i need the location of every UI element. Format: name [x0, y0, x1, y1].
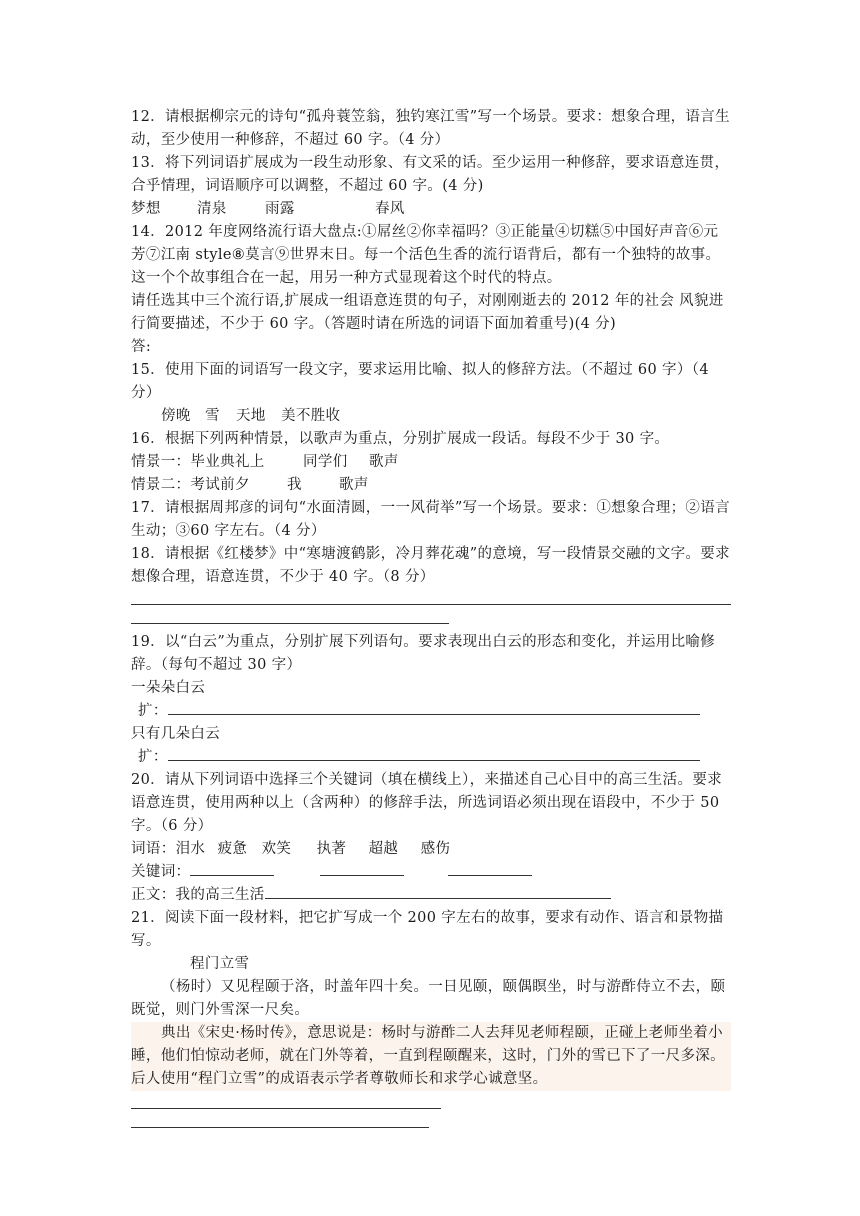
question-20: 20．请从下列词语中选择三个关键词（填在横线上），来描述自己心目中的高三生活。要求语意连贯，使用两种以上（含两种）的修辞手法，所选词语必须出现在语段中，不少于 50字。（6 分） — [131, 772, 723, 834]
question-19: 19．以“白云”为重点，分别扩展下列语句。要求表现出白云的形态和变化，并运用比喻修辞。（每句不超过 30 字） — [131, 634, 716, 673]
word: 雪 — [205, 408, 220, 424]
word: 疲惫 — [217, 841, 248, 857]
question-13-words — [131, 198, 731, 221]
keyword-blank[interactable] — [320, 861, 404, 876]
answer-blank[interactable] — [168, 746, 700, 761]
scene-text: 歌声 — [369, 454, 399, 470]
question-18: 18．请根据《红楼梦》中“寒塘渡鹤影，冷月葬花魂”的意境，写一段情景交融的文字。要求想像合理，语意连贯，不少于 40 字。（8 分） — [131, 546, 730, 585]
question-16-scene-1 — [131, 451, 731, 474]
word: 欢笑 — [261, 841, 292, 857]
scene-text: 我 — [287, 477, 302, 493]
question-21-title: 程门立雪 — [190, 956, 250, 972]
expand-label: 扩： — [138, 703, 168, 719]
word: 超越 — [368, 841, 399, 857]
word: 梦想 — [131, 201, 161, 217]
answer-blank[interactable] — [265, 884, 611, 899]
scene-text: 歌声 — [339, 477, 369, 493]
keyword-blank[interactable] — [190, 861, 274, 876]
keyword-blank[interactable] — [448, 861, 532, 876]
word: 感伤 — [420, 841, 451, 857]
question-14-answer-label: 答: — [131, 339, 152, 355]
answer-line[interactable] — [131, 1127, 429, 1128]
question-12: 12．请根据柳宗元的诗句“孤舟蓑笠翁，独钓寒江雪”写一个场景。要求：想象合理，语言生动，至少使用一种修辞，不超过 60 字。（4 分） — [131, 109, 730, 148]
question-15: 15．使用下面的词语写一段文字，要求运用比喻、拟人的修辞方法。（不超过 60 字）（4分） — [131, 362, 709, 401]
scene-text: 情景二：考试前夕 — [131, 477, 250, 493]
question-13: 13．将下列词语扩展成为一段生动形象、有文采的话。至少运用一种修辞，要求语意连贯，合乎情理，词语顺序可以调整，不超过 60 字。(4 分) — [131, 155, 730, 194]
keywords-label: 关键词： — [131, 864, 191, 880]
question-20-words — [131, 838, 731, 861]
scene-text: 同学们 — [303, 454, 348, 470]
answer-blank[interactable] — [168, 700, 700, 715]
question-21: 21．阅读下面一段材料，把它扩写成一个 200 字左右的故事，要求有动作、语言和景物描写。 — [131, 910, 724, 949]
question-16: 16．根据下列两种情景，以歌声为重点，分别扩展成一段话。每段不少于 30 字。 — [131, 431, 670, 447]
expand-label: 扩： — [138, 749, 168, 765]
question-16-scene-2 — [131, 474, 731, 497]
question-19-expand-a — [131, 700, 731, 723]
question-20-body — [131, 884, 731, 907]
question-20-keywords — [131, 861, 731, 884]
document-page — [131, 106, 731, 1128]
question-19-sentence-b: 只有几朵白云 — [131, 726, 221, 742]
scene-text: 情景一：毕业典礼上 — [131, 454, 265, 470]
words-label: 词语： — [131, 841, 176, 857]
word: 春风 — [375, 201, 405, 217]
word: 美不胜收 — [281, 408, 341, 424]
question-19-sentence-a: 一朵朵白云 — [131, 680, 206, 696]
word: 泪水 — [175, 841, 206, 857]
word: 清泉 — [197, 201, 227, 217]
question-17: 17．请根据周邦彦的词句“水面清圆，一一风荷举”写一个场景。要求：①想象合理；②语言生动；③60 字左右。（4 分） — [131, 500, 730, 539]
question-14: 14．2012 年度网络流行语大盘点:①屌丝②你幸福吗？③正能量④切糕⑤中国好声音⑥元芳⑦江南 style⑧莫言⑨世界末日。每一个活色生香的流行语背后，都有一个独特的故事。这一个个故事组合在一起，用另一种方式显现着这个时代的特点。 — [131, 224, 721, 286]
question-19-expand-b — [131, 746, 731, 769]
question-15-words — [131, 405, 731, 428]
word: 天地 — [236, 408, 266, 424]
question-14-task: 请任选其中三个流行语,扩展成一组语意连贯的句子，对刚刚逝去的 2012 年的社会 风貌进行简要描述，不少于 60 字。（答题时请在所选的词语下面加着重号)(4 分) — [131, 293, 724, 332]
word: 雨露 — [265, 201, 295, 217]
question-21-text: （杨时）又见程颐于洛，时盖年四十矣。一日见颐，颐偶瞑坐，时与游酢侍立不去，颐既觉，则门外雪深一尺矣。 — [131, 979, 726, 1018]
word: 傍晚 — [161, 408, 191, 424]
word: 执著 — [316, 841, 347, 857]
body-label: 正文：我的高三生活 — [131, 887, 265, 903]
question-21-note: 典出《宋史·杨时传》，意思说是：杨时与游酢二人去拜见老师程颐，正碰上老师坐着小睡，他们怕惊动老师，就在门外等着，一直到程颐醒来，这时，门外的雪已下了一尺多深。后人使用“程门立雪”的成语表示学者尊敬师长和求学心诚意坚。 — [131, 1022, 731, 1091]
